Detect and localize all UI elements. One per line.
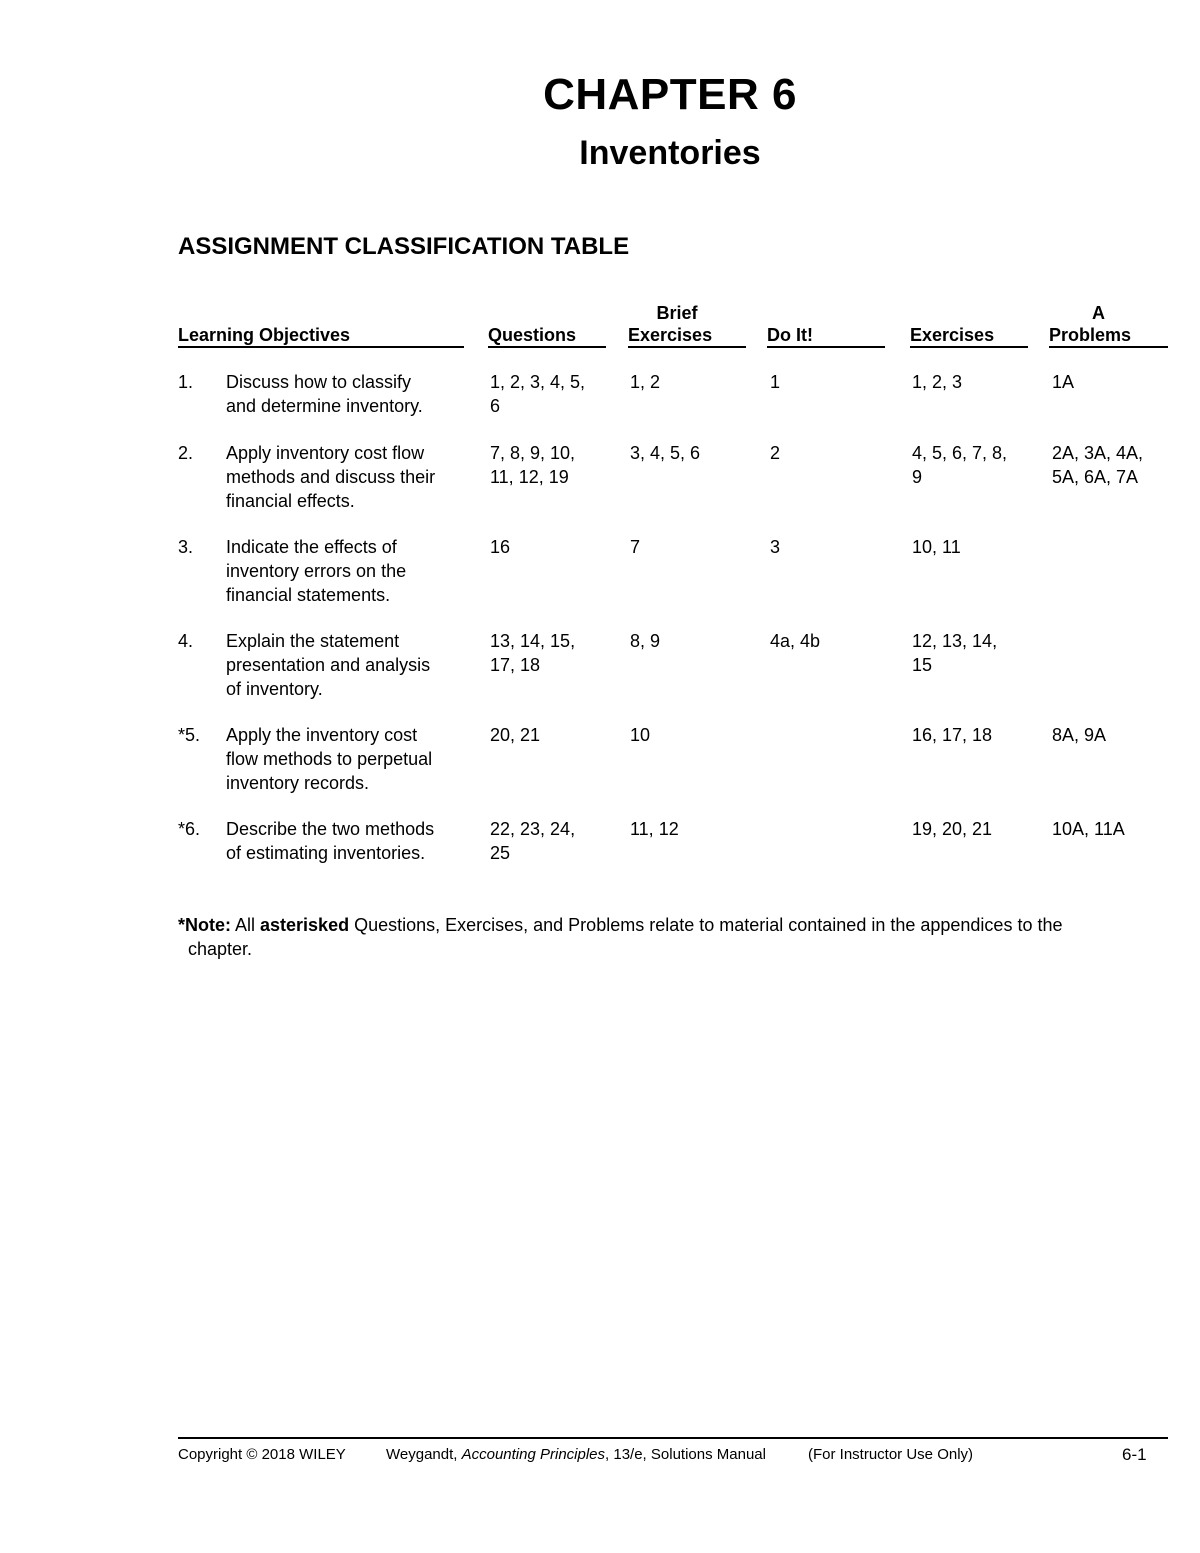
section-heading: ASSIGNMENT CLASSIFICATION TABLE <box>178 233 630 260</box>
exercises-cell <box>912 817 992 841</box>
a-problems-cell <box>1052 817 1125 841</box>
objective-number: 3. <box>178 537 194 557</box>
do-it-cell <box>770 535 780 559</box>
cell-line: 7 <box>630 537 641 557</box>
a-problems-cell <box>1052 370 1074 394</box>
chapter-subtitle: Inventories <box>579 134 761 172</box>
cell-line: inventory errors on the <box>226 561 407 581</box>
cell-line: flow methods to perpetual <box>226 749 433 769</box>
cell-line: 5A, 6A, 7A <box>1052 467 1139 487</box>
header-exercises <box>910 300 1028 348</box>
cell-line: of estimating inventories. <box>226 843 426 863</box>
cell-line: Discuss how to classify <box>226 372 412 392</box>
cell-line: 12, 13, 14, <box>912 631 998 651</box>
header-brief-exercises <box>628 300 746 348</box>
cell-line: inventory records. <box>226 773 370 793</box>
header-learning-objectives <box>178 300 464 348</box>
brief-exercises-cell <box>630 441 700 465</box>
objective-number: 2. <box>178 443 194 463</box>
cell-line: 16 <box>490 537 511 557</box>
cell-line: 2 <box>770 443 781 463</box>
objective-text <box>226 535 406 607</box>
note-text: All <box>231 915 261 935</box>
cell-line: 1, 2 <box>630 372 661 392</box>
footer-copyright: Copyright © 2018 WILEY <box>178 1446 346 1463</box>
header-label: Exercises <box>910 325 995 345</box>
header-label: Learning Objectives <box>178 325 351 345</box>
objective-number: 1. <box>178 372 194 392</box>
questions-cell <box>490 817 575 865</box>
header-label-top: Brief <box>656 303 698 323</box>
cell-line: 20, 21 <box>490 725 541 745</box>
header-label: Problems <box>1049 325 1132 345</box>
objective-text <box>226 370 423 418</box>
do-it-cell <box>770 441 780 465</box>
objective-number: *6. <box>178 819 201 839</box>
note-label: *Note: <box>178 915 231 935</box>
cell-line: 16, 17, 18 <box>912 725 993 745</box>
cell-line: 15 <box>912 655 933 675</box>
cell-line: 10A, 11A <box>1052 819 1125 839</box>
cell-line: 10, 11 <box>912 537 961 557</box>
questions-cell <box>490 370 585 418</box>
objective-text <box>226 723 432 795</box>
footer-book-title: Accounting Principles <box>461 1446 606 1463</box>
cell-line: 17, 18 <box>490 655 541 675</box>
chapter-title: CHAPTER 6 <box>543 70 797 119</box>
cell-line: 6 <box>490 396 501 416</box>
brief-exercises-cell <box>630 817 679 841</box>
cell-line: 25 <box>490 843 511 863</box>
note-text: chapter. <box>188 939 253 959</box>
cell-line: 8A, 9A <box>1052 725 1107 745</box>
header-label: Do It! <box>767 325 813 345</box>
footer-author: Weygandt, <box>386 1446 462 1463</box>
brief-exercises-cell <box>630 723 650 747</box>
cell-line: 1, 2, 3, 4, 5, <box>490 372 586 392</box>
footer-book-info <box>386 1445 766 1465</box>
cell-line: 11, 12, 19 <box>490 467 569 487</box>
cell-line: Describe the two methods <box>226 819 435 839</box>
cell-line: Indicate the effects of <box>226 537 397 557</box>
cell-line: 7, 8, 9, 10, <box>490 443 576 463</box>
cell-line: Apply inventory cost flow <box>226 443 425 463</box>
cell-line: 22, 23, 24, <box>490 819 576 839</box>
cell-line: 3, 4, 5, 6 <box>630 443 701 463</box>
cell-line: 11, 12 <box>630 819 679 839</box>
cell-line: Explain the statement <box>226 631 400 651</box>
exercises-cell <box>912 723 992 747</box>
exercises-cell <box>912 441 1007 489</box>
do-it-cell <box>770 629 820 653</box>
page-number: 6-1 <box>1122 1445 1147 1464</box>
cell-line: 8, 9 <box>630 631 661 651</box>
cell-line: 9 <box>912 467 923 487</box>
cell-line: and determine inventory. <box>226 396 423 416</box>
header-a-problems <box>1049 300 1168 348</box>
cell-line: methods and discuss their <box>226 467 436 487</box>
questions-cell <box>490 629 575 677</box>
header-label-top: A <box>1092 303 1105 323</box>
cell-line: 4, 5, 6, 7, 8, <box>912 443 1008 463</box>
header-label: Exercises <box>628 325 713 345</box>
footer-divider <box>178 1437 1168 1439</box>
a-problems-cell <box>1052 441 1143 489</box>
cell-line: 13, 14, 15, <box>490 631 576 651</box>
questions-cell <box>490 535 510 559</box>
cell-line: 1A <box>1052 372 1075 392</box>
cell-line: 1 <box>770 372 781 392</box>
do-it-cell <box>770 370 780 394</box>
footer-usage: (For Instructor Use Only) <box>808 1446 974 1463</box>
a-problems-cell <box>1052 723 1106 747</box>
header-questions <box>488 300 606 348</box>
objective-text <box>226 629 430 701</box>
cell-line: 19, 20, 21 <box>912 819 993 839</box>
cell-line: of inventory. <box>226 679 323 699</box>
brief-exercises-cell <box>630 370 660 394</box>
cell-line: 3 <box>770 537 781 557</box>
brief-exercises-cell <box>630 535 640 559</box>
exercises-cell <box>912 535 961 559</box>
header-do-it <box>767 300 885 348</box>
note-bold-word: asterisked <box>260 915 350 935</box>
footer-edition: , 13/e, Solutions Manual <box>605 1446 766 1463</box>
cell-line: financial effects. <box>226 491 355 511</box>
header-label: Questions <box>488 325 577 345</box>
cell-line: financial statements. <box>226 585 391 605</box>
objective-number: 4. <box>178 631 194 651</box>
cell-line: presentation and analysis <box>226 655 431 675</box>
questions-cell <box>490 723 540 747</box>
objective-text <box>226 817 434 865</box>
exercises-cell <box>912 370 962 394</box>
objective-number: *5. <box>178 725 201 745</box>
footnote <box>178 913 1164 961</box>
objective-text <box>226 441 435 513</box>
cell-line: 1, 2, 3 <box>912 372 963 392</box>
cell-line: 4a, 4b <box>770 631 821 651</box>
questions-cell <box>490 441 575 489</box>
cell-line: Apply the inventory cost <box>226 725 418 745</box>
exercises-cell <box>912 629 997 677</box>
note-text: Questions, Exercises, and Problems relate to material contained in the appendices to the <box>349 915 1063 935</box>
cell-line: 10 <box>630 725 651 745</box>
brief-exercises-cell <box>630 629 660 653</box>
cell-line: 2A, 3A, 4A, <box>1052 443 1144 463</box>
